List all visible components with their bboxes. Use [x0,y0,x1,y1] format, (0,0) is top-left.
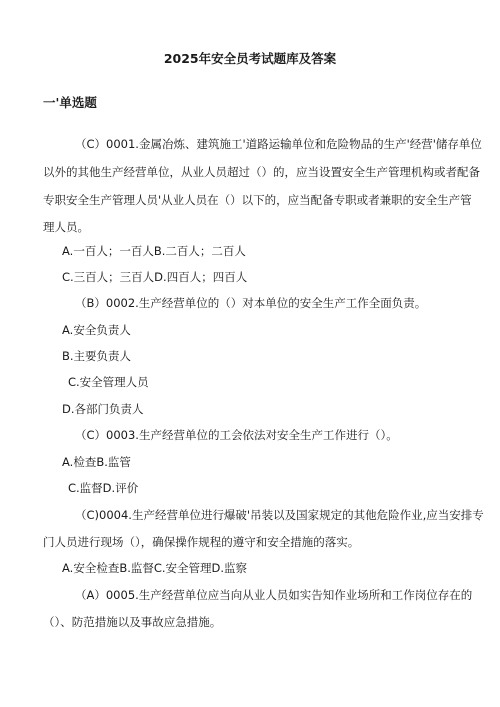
question-1-line-1: （C）0001.金属冶炼、建筑施工'道路运输单位和危险物品的生产'经营'储存单位 [75,137,482,151]
question-1-options-cd: C.三百人；三百人D.四百人；四百人 [62,270,248,284]
question-1-options-ab: A.一百人；一百人B.二百人；二百人 [62,244,246,258]
section-heading: 一'单选题 [43,95,97,110]
question-4-line-2: 门人员进行现场（），确保操作规程的遵守和安全措施的落实。 [43,535,360,549]
question-4-options: A.安全检查B.监督C.安全管理D.监察 [62,561,248,575]
question-4-line-1: （C)0004.生产经营单位进行爆破'吊装以及国家规定的其他危险作业,应当安排专 [75,508,484,522]
question-3-stem: （C）0003.生产经营单位的工会依法对安全生产工作进行（）。 [75,428,398,442]
document-title: 2025年安全员考试题库及答案 [163,51,337,66]
question-2-option-c: C.安全管理人员 [68,375,149,389]
question-1-line-3: 专职安全生产管理人员'从业人员在（）以下的，应当配备专职或者兼职的安全生产管 [43,193,472,207]
question-2-option-a: A.安全负责人 [62,323,131,337]
question-2-option-d: D.各部门负责人 [62,402,144,416]
question-3-options-cd: C.监督D.评价 [68,481,139,495]
question-3-options-ab: A.检查B.监管 [62,455,131,469]
question-2-stem: （B）0002.生产经营单位的（）对本单位的安全生产工作全面负责。 [75,296,427,310]
question-1-line-2: 以外的其他生产经营单位，从业人员超过（）的，应当设置安全生产管理机构或者配备 [43,165,480,179]
question-1-line-4: 理人员。 [43,220,89,234]
question-5-line-2: （）、防范措施以及事故应急措施。 [43,615,222,629]
question-2-option-b: B.主要负责人 [62,349,132,363]
question-5-line-1: （A）0005.生产经营单位应当向从业人员如实告知作业场所和工作岗位存在的 [75,588,473,602]
